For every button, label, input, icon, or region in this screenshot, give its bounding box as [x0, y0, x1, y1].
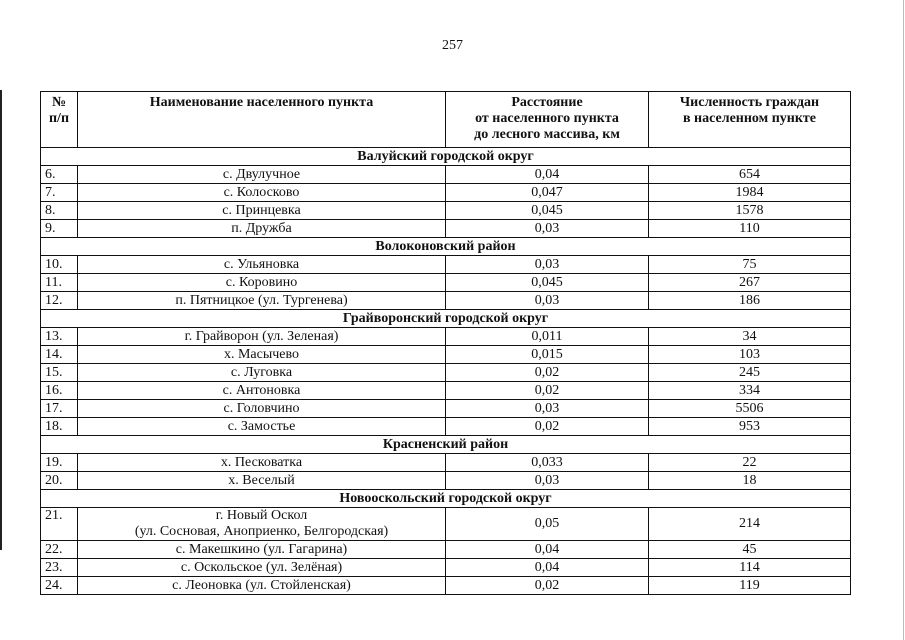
population-value: 110	[649, 220, 851, 238]
distance-value: 0,011	[446, 328, 649, 346]
population-value: 1578	[649, 202, 851, 220]
distance-value: 0,02	[446, 418, 649, 436]
table-row	[41, 541, 851, 559]
table-row	[41, 454, 851, 472]
settlement-name: с. Двулучное	[78, 166, 446, 184]
header-population-text: Численность граждан в населенном пункте	[679, 95, 820, 126]
distance-value: 0,05	[446, 508, 649, 541]
table-row	[41, 256, 851, 274]
population-value: 245	[649, 364, 851, 382]
distance-value: 0,04	[446, 559, 649, 577]
section-title: Красненский район	[41, 436, 851, 454]
row-number: 21.	[41, 508, 78, 541]
table-row	[41, 577, 851, 595]
row-number: 8.	[41, 202, 78, 220]
section-title: Новооскольский городской округ	[41, 490, 851, 508]
settlement-name: г. Грайворон (ул. Зеленая)	[78, 328, 446, 346]
settlement-name: с. Луговка	[78, 364, 446, 382]
distance-value: 0,03	[446, 292, 649, 310]
row-number: 9.	[41, 220, 78, 238]
section-row	[41, 490, 851, 508]
settlement-name: х. Веселый	[78, 472, 446, 490]
row-number: 12.	[41, 292, 78, 310]
population-value: 103	[649, 346, 851, 364]
table-body	[41, 148, 851, 595]
population-value: 114	[649, 559, 851, 577]
settlement-name: с. Головчино	[78, 400, 446, 418]
section-row	[41, 148, 851, 166]
distance-value: 0,04	[446, 541, 649, 559]
header-number-text: № п/п	[48, 95, 70, 126]
row-number: 22.	[41, 541, 78, 559]
table-row	[41, 418, 851, 436]
population-value: 654	[649, 166, 851, 184]
population-value: 119	[649, 577, 851, 595]
table-row	[41, 382, 851, 400]
settlement-name: с. Принцевка	[78, 202, 446, 220]
table-row	[41, 274, 851, 292]
table-row	[41, 184, 851, 202]
row-number: 17.	[41, 400, 78, 418]
settlement-name: г. Новый Оскол (ул. Сосновая, Аноприенко, Белгородская)	[78, 508, 446, 541]
row-number: 20.	[41, 472, 78, 490]
distance-value: 0,045	[446, 202, 649, 220]
population-value: 214	[649, 508, 851, 541]
population-value: 18	[649, 472, 851, 490]
header-name-text: Наименование населенного пункта	[149, 95, 374, 110]
table-row	[41, 346, 851, 364]
section-row	[41, 436, 851, 454]
section-row	[41, 310, 851, 328]
header-name	[78, 92, 446, 148]
population-value: 75	[649, 256, 851, 274]
population-value: 334	[649, 382, 851, 400]
table-row	[41, 292, 851, 310]
distance-value: 0,047	[446, 184, 649, 202]
distance-value: 0,03	[446, 256, 649, 274]
section-title: Грайворонский городской округ	[41, 310, 851, 328]
row-number: 15.	[41, 364, 78, 382]
row-number: 10.	[41, 256, 78, 274]
distance-value: 0,045	[446, 274, 649, 292]
population-value: 953	[649, 418, 851, 436]
distance-value: 0,033	[446, 454, 649, 472]
distance-value: 0,02	[446, 382, 649, 400]
table-row	[41, 508, 851, 541]
header-distance-text: Расстояние от населенного пункта до лесного массива, км	[474, 95, 620, 142]
population-value: 186	[649, 292, 851, 310]
settlement-name: с. Ульяновка	[78, 256, 446, 274]
population-value: 45	[649, 541, 851, 559]
header-number	[41, 92, 78, 148]
table-row	[41, 220, 851, 238]
distance-value: 0,03	[446, 400, 649, 418]
distance-value: 0,03	[446, 472, 649, 490]
settlement-name: с. Колосково	[78, 184, 446, 202]
table-row	[41, 400, 851, 418]
row-number: 7.	[41, 184, 78, 202]
population-value: 267	[649, 274, 851, 292]
table-row	[41, 364, 851, 382]
settlement-name: с. Оскольское (ул. Зелёная)	[78, 559, 446, 577]
settlement-name: п. Дружба	[78, 220, 446, 238]
row-number: 11.	[41, 274, 78, 292]
section-title: Валуйский городской округ	[41, 148, 851, 166]
scan-edge-right	[903, 0, 904, 640]
settlement-name: с. Леоновка (ул. Стойленская)	[78, 577, 446, 595]
page-number: 257	[442, 38, 463, 53]
row-number: 13.	[41, 328, 78, 346]
population-value: 34	[649, 328, 851, 346]
row-number: 18.	[41, 418, 78, 436]
header-population	[649, 92, 851, 148]
row-number: 19.	[41, 454, 78, 472]
settlement-name: с. Макешкино (ул. Гагарина)	[78, 541, 446, 559]
distance-value: 0,04	[446, 166, 649, 184]
row-number: 6.	[41, 166, 78, 184]
distance-value: 0,015	[446, 346, 649, 364]
scan-edge-left	[0, 90, 2, 550]
row-number: 16.	[41, 382, 78, 400]
population-value: 5506	[649, 400, 851, 418]
population-value: 22	[649, 454, 851, 472]
table-row	[41, 472, 851, 490]
population-value: 1984	[649, 184, 851, 202]
settlement-name: х. Песковатка	[78, 454, 446, 472]
row-number: 14.	[41, 346, 78, 364]
table-row	[41, 328, 851, 346]
table-row	[41, 202, 851, 220]
settlement-name: х. Масычево	[78, 346, 446, 364]
settlements-table	[40, 91, 851, 595]
row-number: 23.	[41, 559, 78, 577]
settlement-name: с. Коровино	[78, 274, 446, 292]
distance-value: 0,02	[446, 364, 649, 382]
settlement-name: с. Антоновка	[78, 382, 446, 400]
section-row	[41, 238, 851, 256]
distance-value: 0,03	[446, 220, 649, 238]
settlement-name: с. Замостье	[78, 418, 446, 436]
table-row	[41, 559, 851, 577]
table-header-row	[41, 92, 851, 148]
section-title: Волоконовский район	[41, 238, 851, 256]
settlement-name: п. Пятницкое (ул. Тургенева)	[78, 292, 446, 310]
row-number: 24.	[41, 577, 78, 595]
distance-value: 0,02	[446, 577, 649, 595]
table-row	[41, 166, 851, 184]
header-distance	[446, 92, 649, 148]
